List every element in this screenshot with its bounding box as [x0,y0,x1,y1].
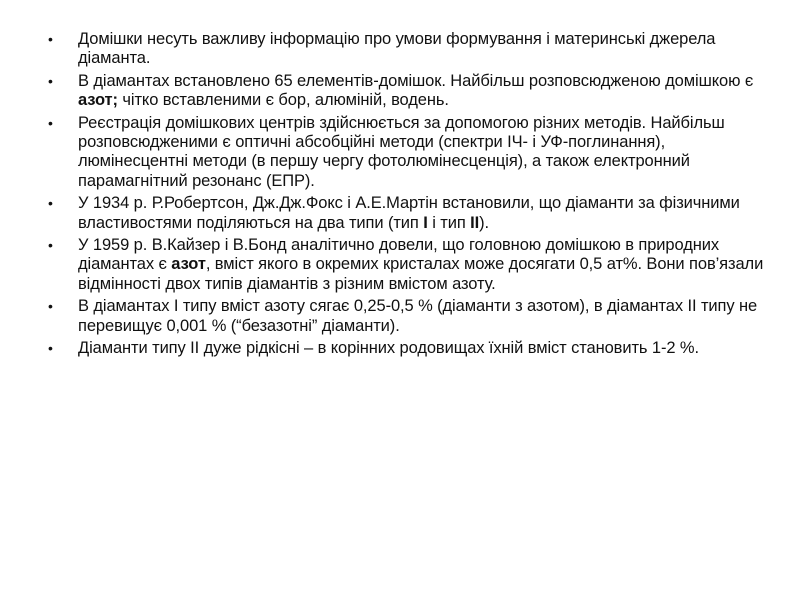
bullet-item-2 [44,72,764,111]
bullet-text: У 1934 р. Р.Робертсон, Дж.Дж.Фокс і А.Е.Мартін встановили, що діаманти за фізичними властивостями поділяються на два типи (тип [78,194,740,232]
bold-type-i: I [423,213,428,232]
bullet-text: і тип [427,213,471,232]
bullet-text: Діаманти типу II дуже рідкісні – в корінних родовищах їхній вміст становить 1-2 %. [78,339,699,358]
bullet-text: В діамантах встановлено 65 елементів-домішок. Найбільш розповсюдженою домішкою є [78,71,754,90]
bullet-list [44,30,764,362]
bullet-item-7 [44,339,764,358]
bullet-text: В діамантах I типу вміст азоту сягає 0,25-0,5 % (діаманти з азотом), в діамантах II типу не перевищує 0,001 % (“безазотні” діаманти). [78,297,758,335]
bullet-text: Реєстрація домішкових центрів здійснюється за допомогою різних методів. Найбільш розповсюдженими є оптичні абсобційні методи (спектри ІЧ- і УФ-поглинання), люмінесцентні методи (в першу чергу фотолюмінесценція), а також електронний парамагнітний резонанс (ЕПР). [78,113,725,190]
bullet-item-6 [44,297,764,336]
bullet-item-1 [44,30,764,69]
bullet-item-5 [44,236,764,294]
bold-type-ii: II [470,213,480,232]
bullet-icon: • [48,72,53,89]
bullet-icon: • [48,298,53,315]
bullet-text: чітко вставленими є бор, алюміній, водень. [117,91,449,110]
bullet-icon: • [48,31,53,47]
bullet-text: Домішки несуть важливу інформацію про умови формування і материнські джерела діаманта. [78,30,716,68]
bold-term-azot: азот; [78,91,118,110]
bullet-text: ). [479,213,490,232]
bold-term-azot: азот [171,255,206,274]
bullet-item-3 [44,114,764,192]
bullet-icon: • [48,114,53,131]
bullet-icon: • [48,237,53,254]
bullet-text: , вміст якого в окремих кристалах може досягати 0,5 ат%. Вони пов’язали відмінності двох типів діамантів з різним вмістом азоту. [78,255,764,293]
bullet-icon: • [48,195,53,212]
bullet-text: У 1959 р. В.Кайзер і В.Бонд аналітично довели, що головною домішкою в природних діамантах є [78,236,719,274]
bullet-icon: • [48,340,53,357]
bullet-item-4 [44,194,764,233]
